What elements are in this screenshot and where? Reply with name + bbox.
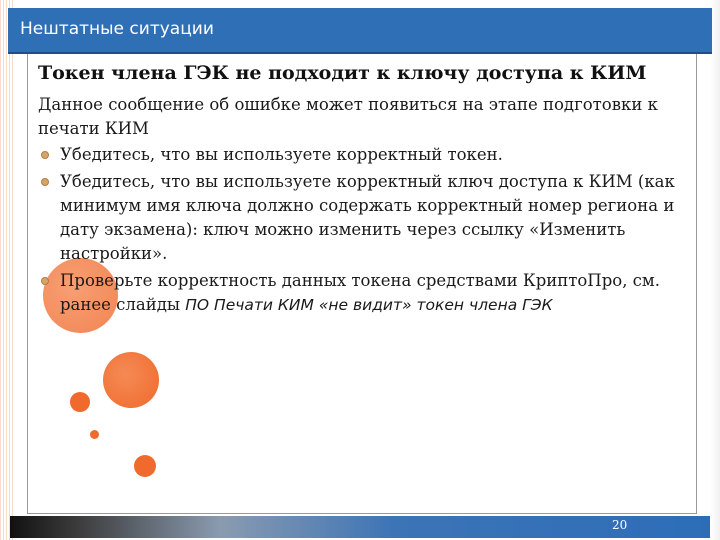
bullet-icon [41, 178, 49, 186]
decorative-circle-medium [103, 352, 159, 408]
bullet-item [38, 143, 688, 167]
decorative-circle-small [70, 392, 90, 412]
bullet-list [38, 143, 688, 317]
decorative-circle-bottom [134, 455, 156, 477]
slide-body [38, 60, 688, 320]
footer-bar [10, 516, 710, 538]
intro-text: Данное сообщение об ошибке может появиться на этапе подготовки к печати КИМ [38, 95, 658, 138]
page-number: 20 [612, 518, 628, 532]
bullet-italic-reference: ПО Печати КИМ «не видит» токен члена ГЭК [185, 296, 553, 314]
bullet-text: Убедитесь, что вы используете корректный ключ доступа к КИМ (как минимум имя ключа должно содержать корректный номер региона и дату экзамена): ключ можно изменить через ссылку «Изменить настройки». [60, 172, 675, 263]
decorative-stripes [0, 0, 14, 540]
bullet-icon [41, 151, 49, 159]
bullet-text: Проверьте корректность данных токена средствами КриптоПро, см. ранее слайды [60, 271, 661, 314]
page-number-underline [590, 514, 648, 515]
right-edge [710, 0, 720, 540]
slide-title: Нештатные ситуации [20, 19, 214, 39]
bullet-item [38, 269, 688, 317]
bullet-icon [41, 277, 49, 285]
title-bar [8, 8, 712, 54]
decorative-circle-tiny [90, 430, 99, 439]
slide-heading: Токен члена ГЭК не подходит к ключу доступа к КИМ [38, 62, 647, 84]
bullet-item [38, 170, 688, 266]
bullet-text: Убедитесь, что вы используете корректный токен. [60, 145, 503, 164]
